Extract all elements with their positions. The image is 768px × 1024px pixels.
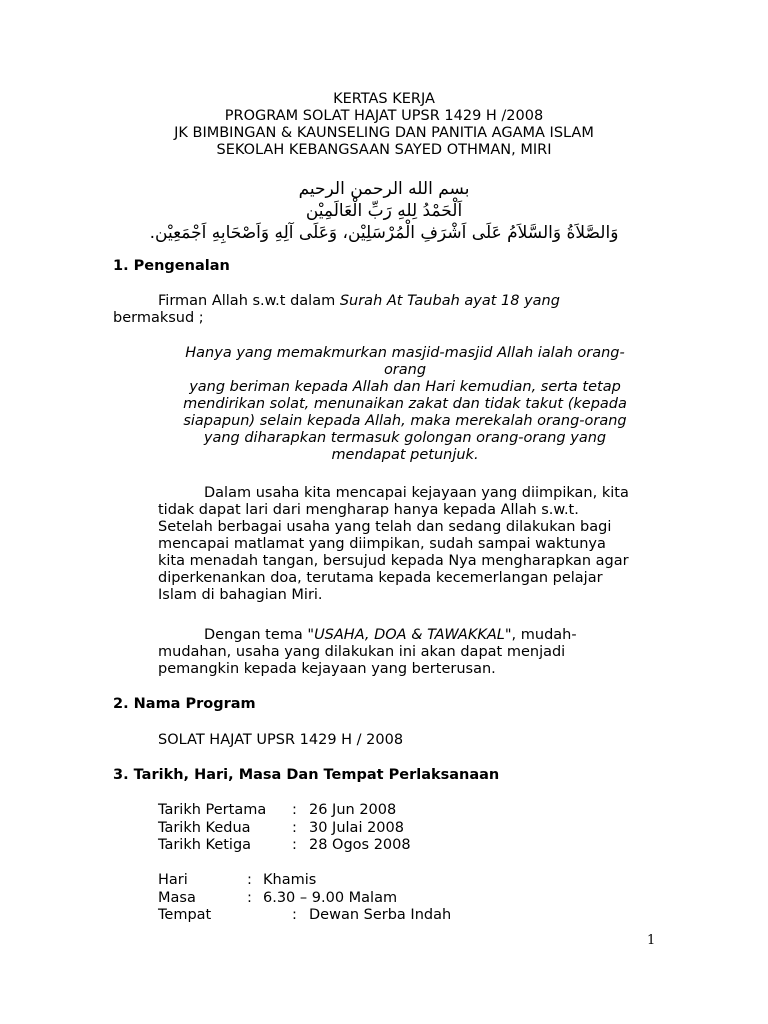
date-label: Tarikh Pertama	[158, 802, 267, 818]
masa-value: 6.30 – 9.00 Malam	[263, 890, 398, 906]
tempat-value: Dewan Serba Indah	[309, 907, 452, 923]
date-value: 30 Julai 2008	[309, 820, 404, 836]
para-line: pemangkin kepada kejayaan yang berterusan.	[158, 661, 496, 677]
section-2-heading: 2. Nama Program	[113, 696, 256, 712]
quote-line: mendirikan solat, menunaikan zakat dan tidak takut (kepada	[183, 396, 627, 412]
basmalah: بسم الله الرحمن الرحيم	[298, 179, 470, 199]
para2-suffix: ", mudah-	[504, 627, 577, 643]
intro-line	[158, 293, 560, 310]
masa-colon: :	[247, 890, 252, 906]
page-number: 1	[647, 933, 656, 948]
intro-surah: Surah At Taubah ayat 18 yang	[339, 293, 560, 309]
tempat-colon: :	[292, 907, 297, 923]
hari-colon: :	[247, 872, 252, 888]
date-value: 26 Jun 2008	[309, 802, 397, 818]
paragraph-2-line-1	[204, 627, 577, 644]
program-name: SOLAT HAJAT UPSR 1429 H / 2008	[158, 732, 404, 748]
para2-theme: USAHA, DOA & TAWAKKAL	[314, 627, 505, 643]
quote-line: mendapat petunjuk.	[331, 447, 479, 463]
para-line: tidak dapat lari dari mengharap hanya kepada Allah s.w.t.	[158, 502, 579, 518]
masa-label: Masa	[158, 890, 196, 906]
para-line: mudahan, usaha yang dilakukan ini akan dapat menjadi	[158, 644, 566, 660]
intro-line-2: bermaksud ;	[113, 310, 204, 326]
date-colon: :	[292, 837, 297, 853]
quran-quote	[170, 345, 640, 464]
para-line: Dalam usaha kita mencapai kejayaan yang diimpikan, kita	[204, 485, 629, 501]
date-label: Tarikh Kedua	[158, 820, 251, 836]
para-line: kita menadah tangan, bersujud kepada Nya mengharapkan agar	[158, 553, 629, 569]
para-line: mencapai matlamat yang diimpikan, sudah sampai waktunya	[158, 536, 606, 552]
hamdalah: اَلْحَمْدُ لِلهِ رَبِّ الْعَالَمِيْن	[305, 201, 463, 221]
doc-subtitle-committee: JK BIMBINGAN & KAUNSELING DAN PANITIA AGAMA ISLAM	[174, 125, 594, 141]
para-line: diperkenankan doa, terutama kepada kecemerlangan pelajar	[158, 570, 603, 586]
paragraph-1	[158, 485, 629, 604]
date-colon: :	[292, 802, 297, 818]
section-3-heading: 3. Tarikh, Hari, Masa Dan Tempat Perlaksanaan	[113, 767, 500, 783]
para2-prefix: Dengan tema "	[204, 627, 315, 643]
doc-title: KERTAS KERJA	[333, 91, 435, 107]
date-colon: :	[292, 820, 297, 836]
intro-prefix: Firman Allah s.w.t dalam	[158, 293, 340, 309]
quote-line: orang	[383, 362, 427, 378]
doc-subtitle-school: SEKOLAH KEBANGSAAN SAYED OTHMAN, MIRI	[216, 142, 552, 158]
para-line: Setelah berbagai usaha yang telah dan sedang dilakukan bagi	[158, 519, 612, 535]
para-line: Islam di bahagian Miri.	[158, 587, 323, 603]
quote-line: yang beriman kepada Allah dan Hari kemudian, serta tetap	[189, 379, 621, 395]
paragraph-2-rest	[158, 644, 565, 678]
section-1-heading: 1. Pengenalan	[113, 258, 230, 274]
quote-line: siapapun) selain kepada Allah, maka merekalah orang-orang	[183, 413, 627, 429]
quote-line: yang diharapkan termasuk golongan orang-orang yang	[203, 430, 607, 446]
date-label: Tarikh Ketiga	[158, 837, 252, 853]
date-value: 28 Ogos 2008	[309, 837, 411, 853]
tempat-label: Tempat	[158, 907, 212, 923]
hari-label: Hari	[158, 872, 188, 888]
doc-subtitle-program: PROGRAM SOLAT HAJAT UPSR 1429 H /2008	[224, 108, 544, 124]
quote-line: Hanya yang memakmurkan masjid-masjid Allah ialah orang-	[185, 345, 625, 361]
salawat: وَالصَّلاَةُ وَالسَّلاَمُ عَلَى اَشْرَفِ الْمُرْسَلِيْن، وَعَلَى آلِهِ وَاَصْحَابِهِ اَجْمَعِيْن.	[149, 223, 619, 243]
hari-value: Khamis	[263, 872, 317, 888]
